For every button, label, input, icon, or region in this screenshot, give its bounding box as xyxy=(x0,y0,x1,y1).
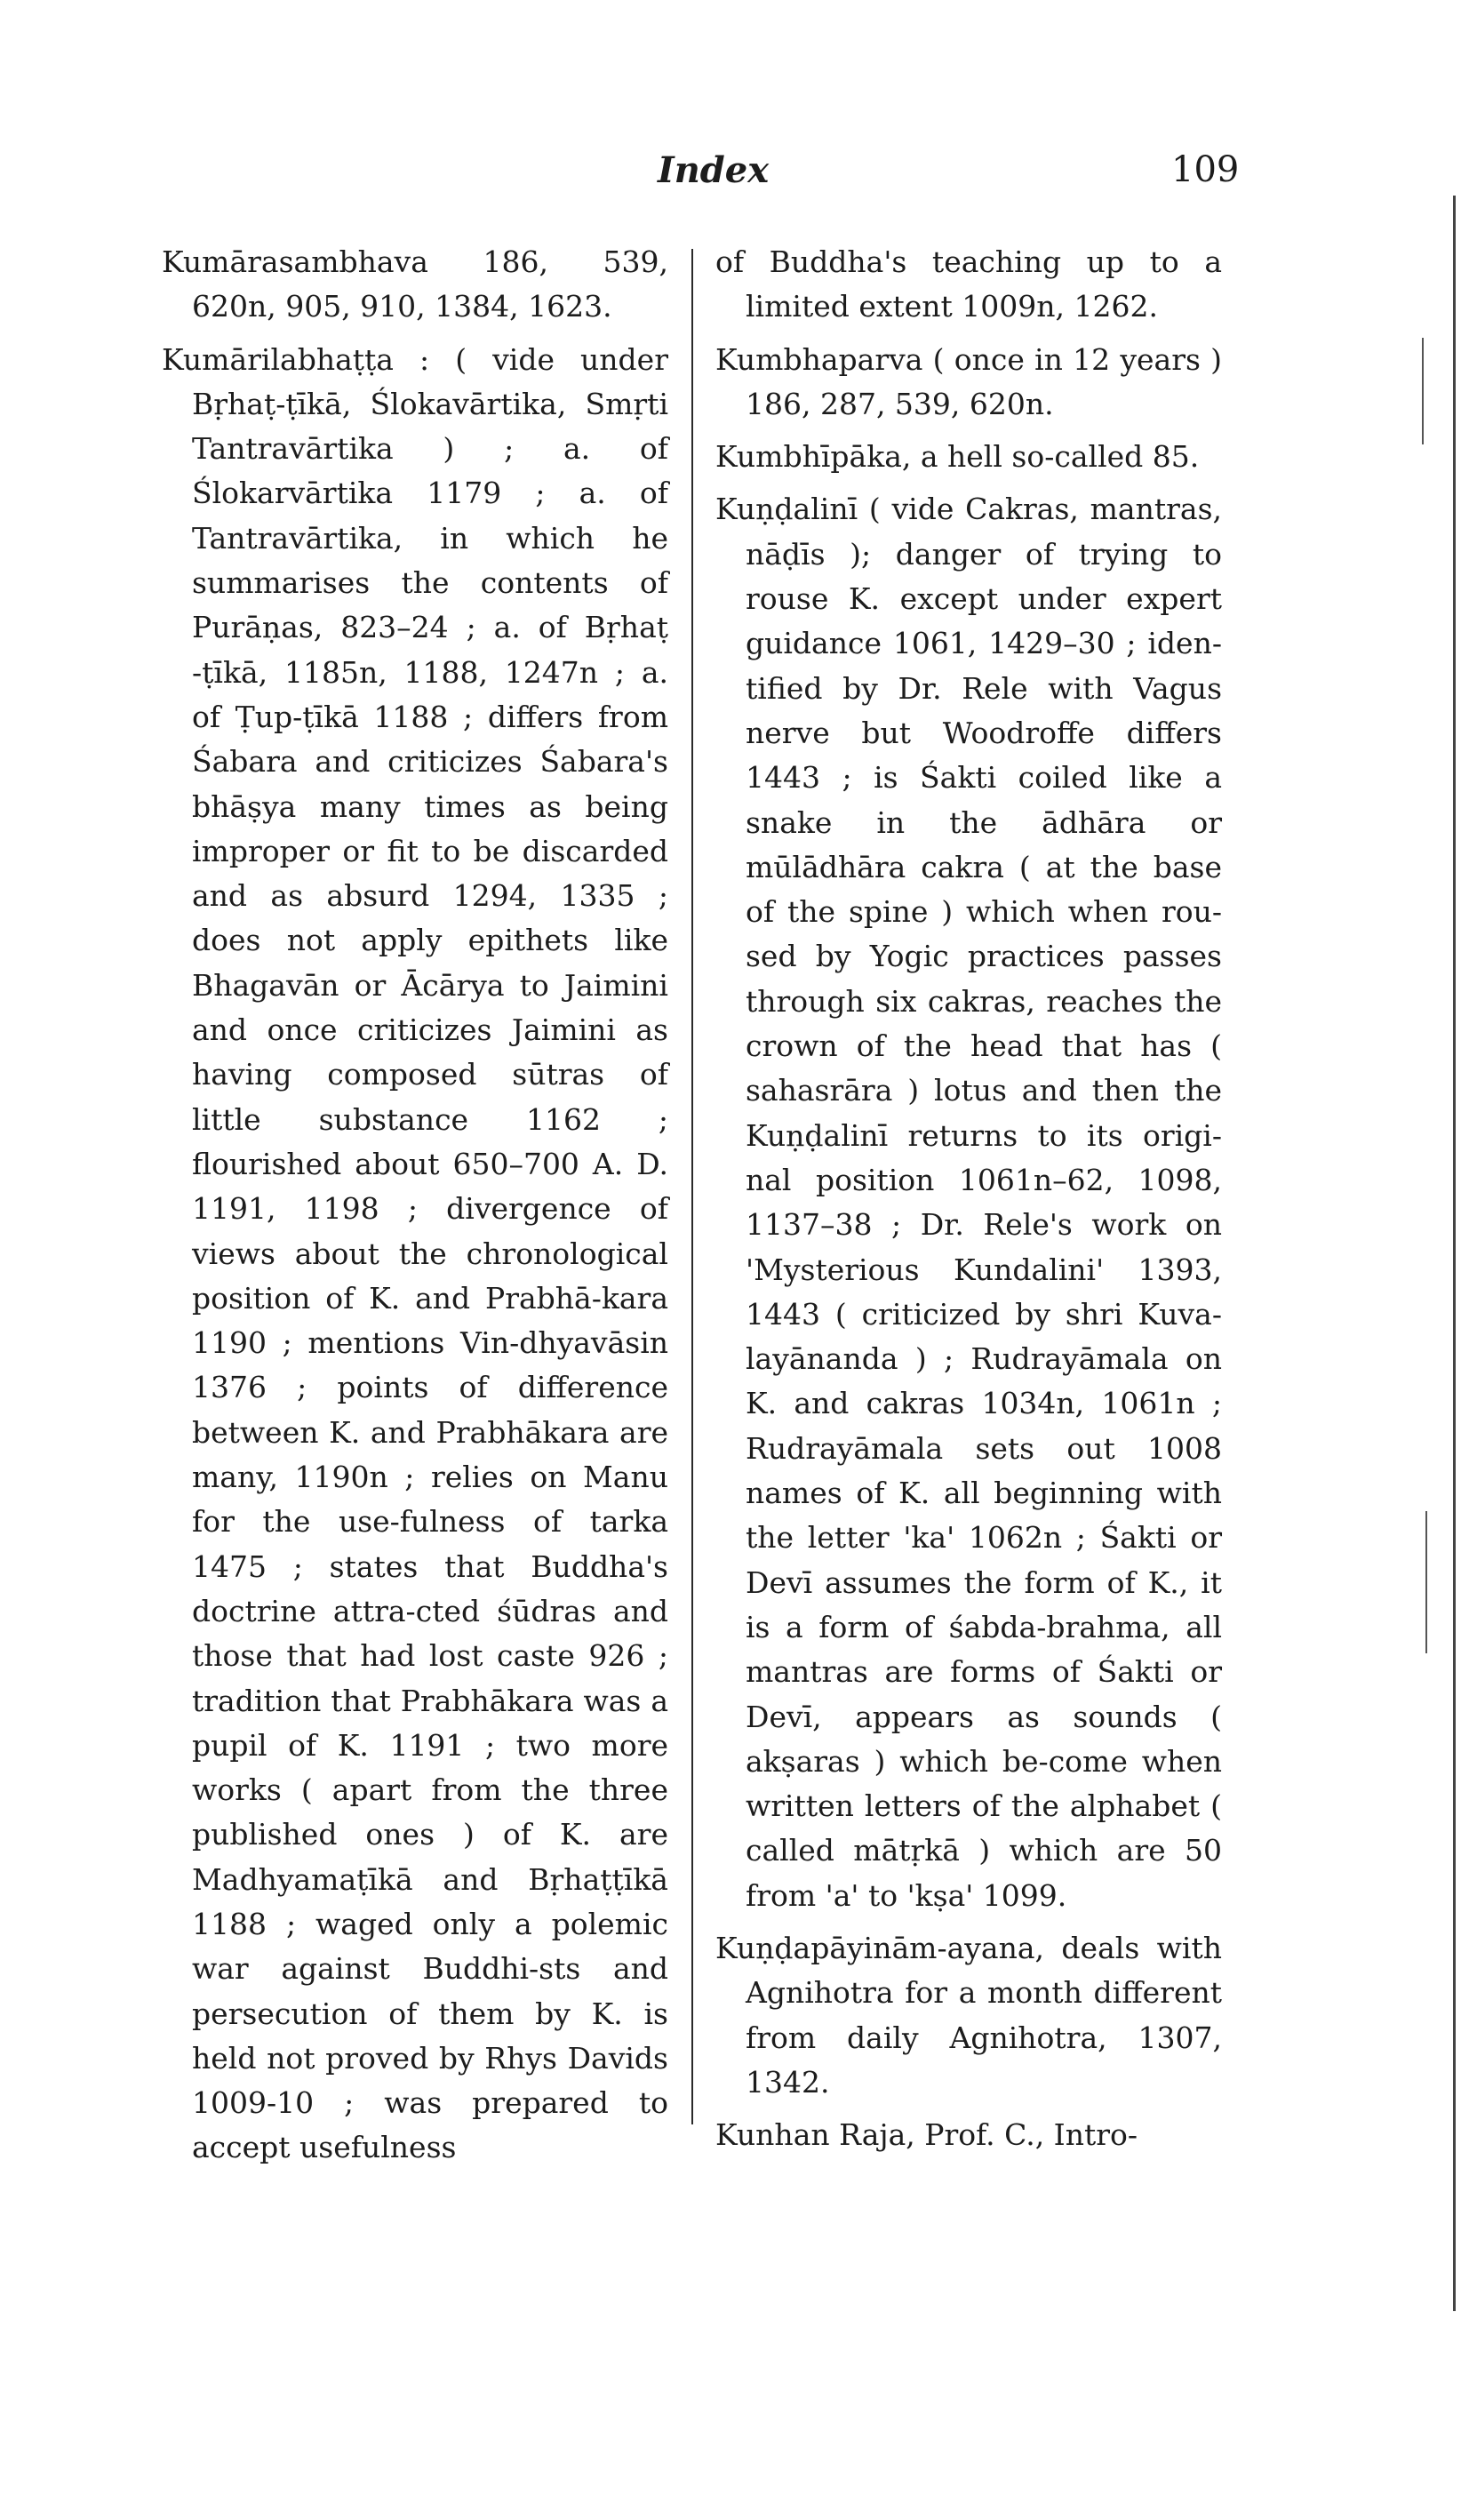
index-column-right xyxy=(715,240,1222,2165)
index-entry-kumarasambhava: Kumārasambhava 186, 539, 620n, 905, 910, 1384, 1623. xyxy=(162,244,668,324)
column-divider xyxy=(691,249,693,2124)
index-entry-kunhan-raja: Kunhan Raja, Prof. C., Intro- xyxy=(715,2117,1138,2153)
index-entry-kumbhaparva: Kumbhaparva ( once in 12 years ) 186, 287, 539, 620n. xyxy=(715,341,1222,421)
index-entry-kundapayinam-ayana: Kuṇḍapāyinām-ayana, deals with Agnihotra for a month different from daily Agnihotra, 1307, 1342. xyxy=(715,1930,1222,2100)
index-entry-kundalini: Kuṇḍalinī ( vide Cakras, mantras, nāḍīs ); danger of trying to rouse K. except under expert guidance 1061, 1429–30 ; iden-tified by Dr. Rele with Vagus nerve but Woodroffe differs 1443 ; is Śakti coiled like a snake in the ādhāra or mūlādhāra cakra ( at the base of the spine ) which when rou-sed by Yogic practices passes through six cakras, reaches the crown of the head that has ( sahasrāra ) lotus and then the Kuṇḍalinī returns to its origi-nal position 1061n–62, 1098, 1137–38 ; Dr. Rele's work on 'Mysterious Kundalini' 1393, 1443 ( criticized by shri Kuva-layānanda ) ; Rudrayāmala on K. and cakras 1034n, 1061n ; Rudrayāmala sets out 1008 names of K. all beginning with the letter 'ka' 1062n ; Śakti or Devī assumes the form of K., it is a form of śabda-brahma, all mantras are forms of Śakti or Devī, appears as sounds ( akṣaras ) which be-come when written letters of the alphabet ( called mātṛkā ) which are 50 from 'a' to 'kṣa' 1099. xyxy=(715,492,1222,1913)
index-entry-kumarilabhatta: Kumārilabhaṭṭa : ( vide under Bṛhaṭ-ṭīkā, Ślokavārtika, Smṛti Tantravārtika ) ; a. of Ślokarvārtika 1179 ; a. of Tantravārtika, in which he summarises the contents of Purāṇas, 823–24 ; a. of Bṛhaṭ -ṭīkā, 1185n, 1188, 1247n ; a. of Ṭup-ṭīkā 1188 ; differs from Śabara and criticizes Śabara's bhāṣya many times as being improper or fit to be discarded and as absurd 1294, 1335 ; does not apply epithets like Bhagavān or Ācārya to Jaimini and once criticizes Jaimini as having composed sūtras of little substance 1162 ; flourished about 650–700 A. D. 1191, 1198 ; divergence of views about the chronological position of K. and Prabhā-kara 1190 ; mentions Vin-dhyavāsin 1376 ; points of difference between K. and Prabhākara are many, 1190n ; relies on Manu for the use-fulness of tarka 1475 ; states that Buddha's doctrine attra-cted śūdras and those that had lost caste 926 ; tradition that Prabhākara was a pupil of K. 1191 ; two more works ( apart from the three published ones ) of K. are Madhyamaṭīkā and Bṛhaṭṭīkā 1188 ; waged only a polemic war against Buddhi-sts and persecution of them by K. is held not proved by Rhys Davids 1009-10 ; was prepared to accept usefulness xyxy=(162,341,668,2165)
index-column-left xyxy=(162,240,668,2179)
page-edge-mark xyxy=(1422,338,1424,444)
page-edge-line xyxy=(1453,196,1456,2311)
index-entry-continued: of Buddha's teaching up to a limited extent 1009n, 1262. xyxy=(715,244,1222,324)
index-entry-kumbhipaka: Kumbhīpāka, a hell so-called 85. xyxy=(715,439,1200,475)
page-header-title: Index xyxy=(658,149,770,191)
page-number: 109 xyxy=(1171,149,1240,190)
page-edge-mark xyxy=(1425,1511,1427,1653)
